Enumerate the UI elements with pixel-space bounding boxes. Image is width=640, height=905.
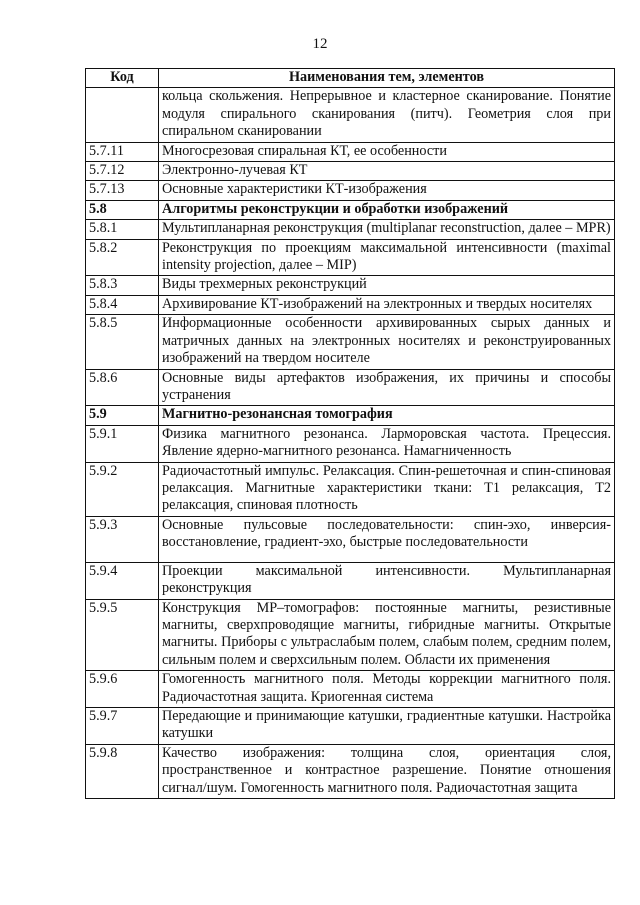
section-row <box>86 200 615 219</box>
row-code: 5.9.8 <box>86 744 159 798</box>
table-row <box>86 599 615 671</box>
row-text: Магнитно-резонансная томография <box>159 406 615 425</box>
table-row <box>86 276 615 295</box>
topics-table <box>85 68 615 799</box>
row-text: Электронно-лучевая КТ <box>159 162 615 181</box>
header-code: Код <box>86 69 159 88</box>
row-code: 5.7.13 <box>86 181 159 200</box>
row-code: 5.9 <box>86 406 159 425</box>
row-code: 5.7.12 <box>86 162 159 181</box>
row-code: 5.9.3 <box>86 516 159 562</box>
row-code: 5.9.6 <box>86 671 159 708</box>
header-name: Наименования тем, элементов <box>159 69 615 88</box>
row-code: 5.9.2 <box>86 462 159 516</box>
table-row <box>86 295 615 314</box>
table-row <box>86 516 615 562</box>
table-row <box>86 708 615 745</box>
table-row <box>86 88 615 142</box>
row-code: 5.9.5 <box>86 599 159 671</box>
row-code: 5.7.11 <box>86 142 159 161</box>
row-code: 5.8 <box>86 200 159 219</box>
row-text: Основные виды артефактов изображения, их причины и способы устранения <box>159 369 615 406</box>
row-text: кольца скольжения. Непрерывное и кластерное сканирование. Понятие модуля спирального сканирования (питч). Геометрия слоя при спиральном сканировании <box>159 88 615 142</box>
table-row <box>86 425 615 462</box>
row-text: Передающие и принимающие катушки, градиентные катушки. Настройка катушки <box>159 708 615 745</box>
page-number: 12 <box>312 36 328 52</box>
row-code: 5.8.2 <box>86 239 159 276</box>
section-row <box>86 406 615 425</box>
row-text: Конструкция МР–томографов: постоянные магниты, резистивные магниты, сверхпроводящие магниты, гибридные магниты. Открытые магниты. Приборы с ультраслабым полем, слабым полем, средним полем, сильным полем и сверхсильным полем. Области их применения <box>159 599 615 671</box>
row-text: Основные характеристики КТ-изображения <box>159 181 615 200</box>
row-text: Мультипланарная реконструкция (multiplanar reconstruction, далее – MPR) <box>159 220 615 239</box>
table-row <box>86 562 615 599</box>
row-text: Радиочастотный импульс. Релаксация. Спин-решеточная и спин-спиновая релаксация. Магнитные характеристики ткани: Т1 релаксация, Т2 релаксация, спиновая плотность <box>159 462 615 516</box>
row-text: Проекции максимальной интенсивности. Мультипланарная реконструкция <box>159 562 615 599</box>
row-text: Основные пульсовые последовательности: спин-эхо, инверсия-восстановление, градиент-эхо, быстрые последовательности <box>159 516 615 562</box>
row-code: 5.8.3 <box>86 276 159 295</box>
row-code: 5.8.1 <box>86 220 159 239</box>
row-text: Алгоритмы реконструкции и обработки изображений <box>159 200 615 219</box>
row-code: 5.8.5 <box>86 315 159 369</box>
row-text: Информационные особенности архивированных сырых данных и матричных данных на электронных носителях и реконструированных изображений на твердом носителе <box>159 315 615 369</box>
table-row <box>86 744 615 798</box>
table-row <box>86 239 615 276</box>
row-text: Архивирование КТ-изображений на электронных и твердых носителях <box>159 295 615 314</box>
row-text: Физика магнитного резонанса. Ларморовская частота. Прецессия. Явление ядерно-магнитного резонанса. Намагниченность <box>159 425 615 462</box>
table-row <box>86 315 615 369</box>
table-body <box>86 88 615 799</box>
row-text: Гомогенность магнитного поля. Методы коррекции магнитного поля. Радиочастотная защита. Криогенная система <box>159 671 615 708</box>
row-text: Многосрезовая спиральная КТ, ее особенности <box>159 142 615 161</box>
row-code: 5.8.4 <box>86 295 159 314</box>
row-code: 5.8.6 <box>86 369 159 406</box>
table-row <box>86 369 615 406</box>
table-row <box>86 462 615 516</box>
row-code: 5.9.1 <box>86 425 159 462</box>
table-row <box>86 162 615 181</box>
row-code: 5.9.4 <box>86 562 159 599</box>
row-text: Виды трехмерных реконструкций <box>159 276 615 295</box>
table-header-row <box>86 69 615 88</box>
row-code: 5.9.7 <box>86 708 159 745</box>
table-row <box>86 220 615 239</box>
table-row <box>86 181 615 200</box>
table-row <box>86 671 615 708</box>
row-text: Качество изображения: толщина слоя, ориентация слоя, пространственное и контрастное разрешение. Понятие отношения сигнал/шум. Гомогенность магнитного поля. Радиочастотная защита <box>159 744 615 798</box>
table-row <box>86 142 615 161</box>
row-text: Реконструкция по проекциям максимальной интенсивности (maximal intensity projection, далее – MIP) <box>159 239 615 276</box>
row-code <box>86 88 159 142</box>
